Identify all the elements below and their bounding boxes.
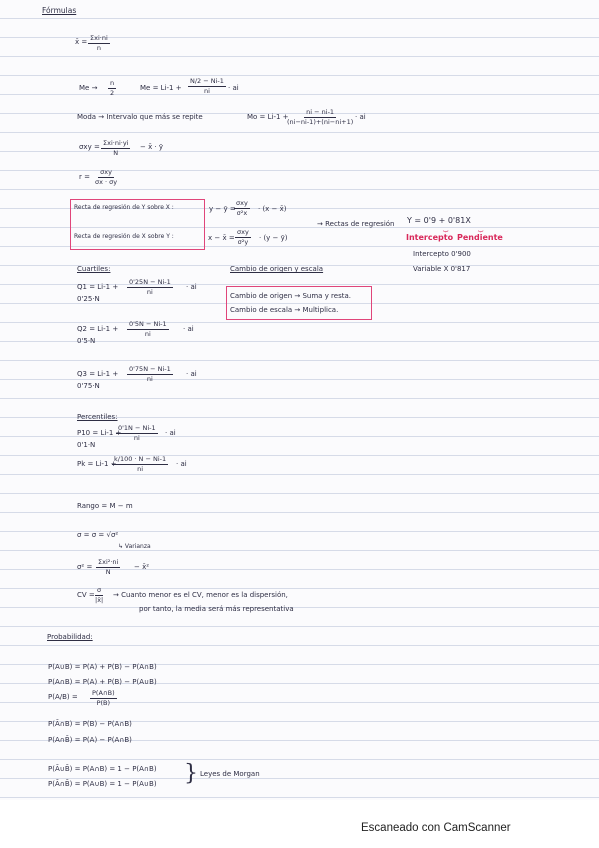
- correlation-lhs: r =: [79, 173, 90, 181]
- q2-position: 0'5·N: [77, 337, 96, 345]
- median-arrow: Me →: [79, 84, 98, 92]
- q1-position: 0'25·N: [77, 295, 100, 303]
- p10-position: 0'1·N: [77, 441, 96, 449]
- quartiles-heading: Cuartiles:: [77, 265, 111, 273]
- intercept-label: Intercepto: [406, 233, 454, 242]
- variance-tail: − x̄²: [134, 563, 150, 571]
- median-n-over-2: $\frac{n}{2}$: [110, 79, 115, 97]
- covariance-fraction: Σxi·ni·yi N: [103, 139, 129, 157]
- mode-description: Moda → Intervalo que más se repite: [77, 113, 203, 121]
- q1-tail: · ai: [186, 283, 197, 291]
- slope-label: Pendiente: [457, 233, 503, 242]
- median-lhs: Me = Li-1 +: [140, 84, 182, 92]
- mode-fraction: $\frac{ni - ni-1}{(ni-ni-1)+(ni-ni+1)}$: [287, 108, 354, 126]
- median-tail: · ai: [228, 84, 239, 92]
- intercept-brace: ⏟: [443, 223, 449, 233]
- camscanner-footer: Escaneado con CamScanner: [361, 822, 511, 834]
- p10-fraction: $\frac{0'1N - Ni-1}{ni}$: [118, 424, 156, 442]
- variance-lhs: σ² =: [77, 563, 93, 571]
- prob-morgan-2: P(Ā∩B̄) = P(A∪B) = 1 − P(A∪B): [48, 780, 157, 788]
- prob-union: P(A∪B) = P(A) + P(B) − P(A∩B): [48, 663, 157, 671]
- probability-heading: Probabilidad:: [47, 633, 93, 641]
- regression-y-on-x: Recta de regresión de Y sobre X :: [74, 204, 174, 211]
- q2-tail: · ai: [183, 325, 194, 333]
- intercept-value: Intercepto 0'900: [413, 250, 471, 258]
- cv-lhs: CV =: [77, 591, 95, 599]
- origen-escala-title: Cambio de origen y escala: [230, 265, 324, 273]
- covariance-tail: − x̄ · ȳ: [140, 143, 164, 151]
- regression-eq2-fraction: σxy σ²y: [237, 228, 249, 246]
- prob-intersection: P(A∩B) = P(A) + P(B) − P(A∪B): [48, 678, 157, 686]
- q1-lhs: Q1 = Li-1 +: [77, 283, 119, 291]
- pk-tail: · ai: [176, 460, 187, 468]
- std-deviation: σ = σ = √σ²: [77, 531, 119, 539]
- q3-fraction: $\frac{0'75N - Ni-1}{ni}$: [129, 365, 171, 383]
- variable-x-value: Variable X 0'817: [413, 265, 471, 273]
- varianza-note: ↳ Varianza: [118, 543, 151, 550]
- variance-fraction: Σxi²·ni N: [98, 558, 119, 576]
- q3-tail: · ai: [186, 370, 197, 378]
- regression-example-equation: Y = 0'9 + 0'81X: [407, 216, 471, 225]
- prob-morgan-1: P(Ā∪B̄) = P(A∩B) = 1 − P(A∩B): [48, 765, 157, 773]
- q2-lhs: Q2 = Li-1 +: [77, 325, 119, 333]
- slope-brace: ⏟: [478, 223, 484, 233]
- q3-lhs: Q3 = Li-1 +: [77, 370, 119, 378]
- covariance-lhs: σxy =: [79, 143, 100, 151]
- prob-conditional-fraction: $\frac{P(A\cap B)}{P(B)}$: [92, 689, 115, 707]
- percentiles-heading: Percentiles:: [77, 413, 118, 421]
- pk-fraction: $\frac{k/100 \cdot N - Ni-1}{ni}$: [114, 455, 167, 473]
- p10-tail: · ai: [165, 429, 176, 437]
- regression-eq1-lhs: y − ȳ =: [209, 205, 236, 213]
- prob-complement-b: P(A∩B̄) = P(A) − P(A∩B): [48, 736, 132, 744]
- mode-lhs: Mo = Li-1 +: [247, 113, 289, 121]
- regression-eq2-tail: · (y − ȳ): [259, 234, 288, 242]
- mean-fraction: Σxi·ni n: [90, 34, 108, 52]
- rango: Rango = M − m: [77, 502, 133, 510]
- pk-lhs: Pk = Li-1 +: [77, 460, 117, 468]
- q1-fraction: $\frac{0'25N - Ni-1}{ni}$: [129, 278, 171, 296]
- median-fraction: $\frac{N/2 - Ni-1}{ni}$: [190, 77, 224, 95]
- origen-line: Cambio de origen → Suma y resta.: [230, 292, 351, 300]
- mean-lhs: x̄ =: [75, 38, 88, 46]
- p10-lhs: P10 = Li-1 +: [77, 429, 122, 437]
- escala-line: Cambio de escala → Multiplica.: [230, 306, 339, 314]
- q2-fraction: $\frac{0'5N - Ni-1}{ni}$: [129, 320, 167, 338]
- correlation-fraction: σxy σx · σy: [95, 168, 118, 186]
- formulas-heading: Fórmulas: [42, 6, 77, 15]
- regression-eq1-tail: · (x − x̄): [258, 205, 287, 213]
- prob-conditional-lhs: P(A/B) =: [48, 693, 78, 701]
- regression-eq1-fraction: σxy σ²x: [236, 199, 248, 217]
- regression-arrow-label: → Rectas de regresión: [317, 220, 395, 228]
- cv-explanation-1: → Cuanto menor es el CV, menor es la dispersión,: [113, 591, 288, 599]
- prob-complement-a: P(Ā∩B) = P(B) − P(A∩B): [48, 720, 132, 728]
- regression-eq2-lhs: x − x̄ =: [208, 234, 235, 242]
- morgan-brace: }: [184, 761, 198, 786]
- cv-explanation-2: por tanto, la media será más representativa: [139, 605, 294, 613]
- q3-position: 0'75·N: [77, 382, 100, 390]
- mode-tail: · ai: [355, 113, 366, 121]
- cv-fraction: $\frac{\sigma}{|x̄|}$: [95, 586, 104, 604]
- regression-x-on-y: Recta de regresión de X sobre Y :: [74, 233, 174, 240]
- morgan-label: Leyes de Morgan: [200, 770, 260, 778]
